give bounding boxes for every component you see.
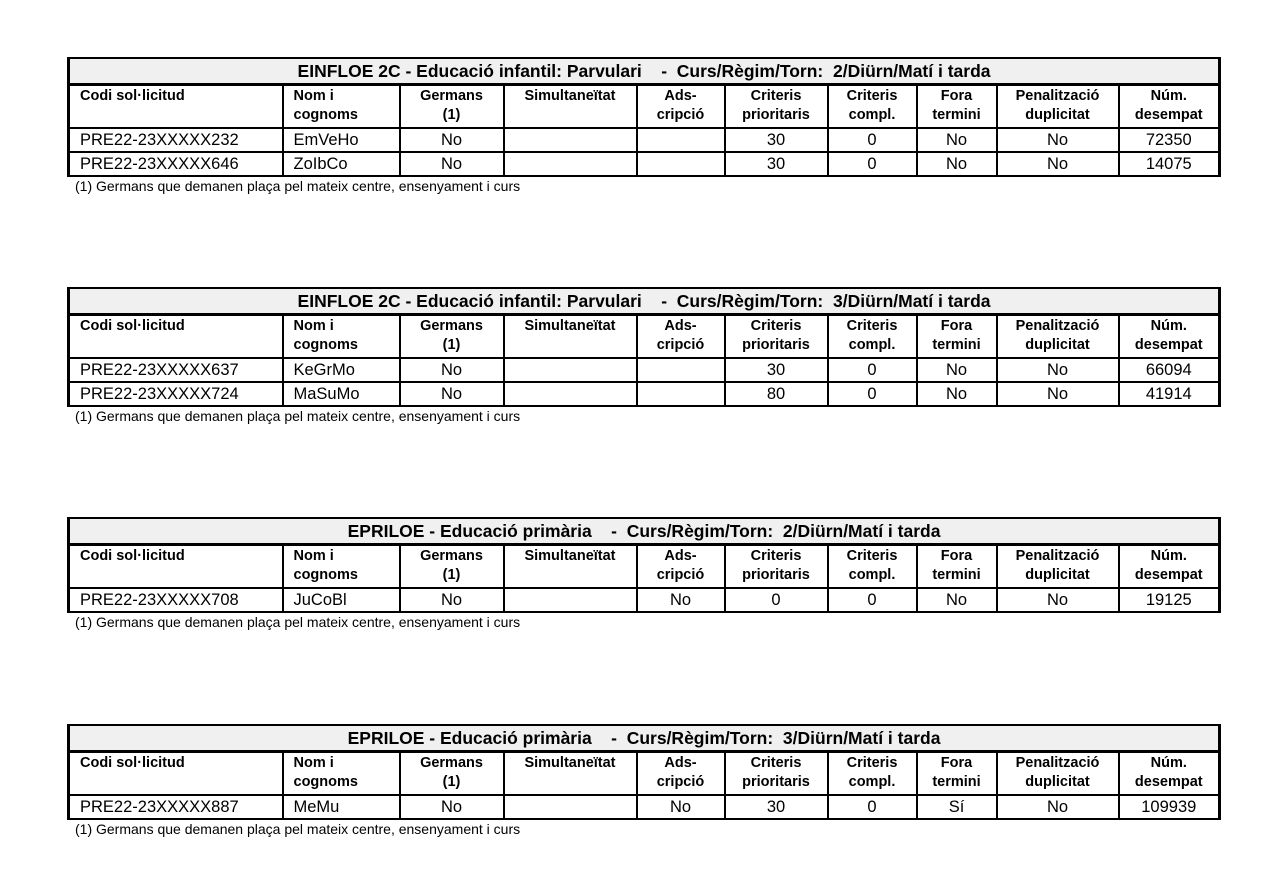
column-header: Penalització duplicitat [997, 315, 1119, 359]
column-header: Simultaneïtat [504, 315, 637, 359]
table-cell: 30 [725, 795, 828, 819]
results-table [67, 287, 1221, 407]
table-cell: No [400, 588, 504, 612]
footnote: (1) Germans que demanen plaça pel mateix centre, ensenyament i curs [75, 178, 521, 194]
column-header: Nom i cognoms [283, 85, 400, 129]
table-cell [504, 128, 637, 152]
table-cell: 30 [725, 152, 828, 176]
table-cell: No [997, 588, 1119, 612]
table-cell: PRE22-23XXXXX637 [69, 358, 283, 382]
column-header: Núm. desempat [1119, 315, 1220, 359]
table-cell: 41914 [1119, 382, 1220, 406]
results-table [67, 57, 1221, 177]
table-cell [637, 128, 725, 152]
table-cell: 30 [725, 128, 828, 152]
table-cell: No [997, 795, 1119, 819]
column-header: Germans (1) [400, 752, 504, 796]
table-cell: No [400, 795, 504, 819]
table-cell: PRE22-23XXXXX708 [69, 588, 283, 612]
column-header: Nom i cognoms [283, 545, 400, 589]
column-header: Codi sol·licitud [69, 545, 283, 589]
table-row [69, 128, 1220, 152]
table-cell [637, 382, 725, 406]
table-cell: 109939 [1119, 795, 1220, 819]
footnote: (1) Germans que demanen plaça pel mateix centre, ensenyament i curs [75, 821, 521, 837]
table-cell [504, 152, 637, 176]
table-cell: No [637, 795, 725, 819]
table-cell: No [997, 358, 1119, 382]
column-header: Ads- cripció [637, 545, 725, 589]
table-cell: 66094 [1119, 358, 1220, 382]
table-cell: Sí [917, 795, 997, 819]
table-cell: No [917, 358, 997, 382]
column-header: Penalització duplicitat [997, 545, 1119, 589]
table-block [67, 724, 1221, 837]
table-cell: No [917, 382, 997, 406]
column-header: Fora termini [917, 752, 997, 796]
results-table [67, 724, 1221, 820]
column-header: Ads- cripció [637, 315, 725, 359]
column-header: Nom i cognoms [283, 752, 400, 796]
column-header: Criteris compl. [828, 85, 917, 129]
table-cell [637, 358, 725, 382]
table-row [69, 795, 1220, 819]
column-header: Codi sol·licitud [69, 315, 283, 359]
table-cell: No [400, 152, 504, 176]
table-cell: 0 [828, 152, 917, 176]
table-cell: No [997, 152, 1119, 176]
column-header: Criteris prioritaris [725, 85, 828, 129]
column-header: Fora termini [917, 85, 997, 129]
table-cell: 72350 [1119, 128, 1220, 152]
column-header: Núm. desempat [1119, 85, 1220, 129]
table-cell: PRE22-23XXXXX646 [69, 152, 283, 176]
column-header: Codi sol·licitud [69, 752, 283, 796]
column-header: Germans (1) [400, 545, 504, 589]
table-cell: PRE22-23XXXXX232 [69, 128, 283, 152]
table-cell [637, 152, 725, 176]
table-title: EPRILOE - Educació primària - Curs/Règim/Torn: 2/Diürn/Matí i tarda [69, 518, 1220, 545]
table-cell [504, 382, 637, 406]
column-header: Penalització duplicitat [997, 752, 1119, 796]
column-header: Germans (1) [400, 315, 504, 359]
column-header: Fora termini [917, 545, 997, 589]
table-cell: KeGrMo [283, 358, 400, 382]
table-cell: No [917, 588, 997, 612]
table-row [69, 588, 1220, 612]
table-title: EINFLOE 2C - Educació infantil: Parvulari - Curs/Règim/Torn: 2/Diürn/Matí i tarda [69, 58, 1220, 85]
table-cell: EmVeHo [283, 128, 400, 152]
table-cell: No [637, 588, 725, 612]
table-title: EINFLOE 2C - Educació infantil: Parvulari - Curs/Règim/Torn: 3/Diürn/Matí i tarda [69, 288, 1220, 315]
footnote: (1) Germans que demanen plaça pel mateix centre, ensenyament i curs [75, 408, 521, 424]
table-cell: 0 [828, 588, 917, 612]
table-cell: MaSuMo [283, 382, 400, 406]
column-header: Simultaneïtat [504, 85, 637, 129]
table-block [67, 517, 1221, 630]
table-cell: 0 [828, 795, 917, 819]
table-cell: PRE22-23XXXXX887 [69, 795, 283, 819]
table-cell: No [917, 152, 997, 176]
table-cell: 19125 [1119, 588, 1220, 612]
table-cell [504, 588, 637, 612]
table-cell: No [400, 358, 504, 382]
column-header: Nom i cognoms [283, 315, 400, 359]
results-table [67, 517, 1221, 613]
table-cell: JuCoBl [283, 588, 400, 612]
table-cell [504, 795, 637, 819]
column-header: Simultaneïtat [504, 752, 637, 796]
column-header: Criteris prioritaris [725, 752, 828, 796]
table-block [67, 57, 1221, 194]
table-cell: ZoIbCo [283, 152, 400, 176]
footnote: (1) Germans que demanen plaça pel mateix centre, ensenyament i curs [75, 614, 521, 630]
column-header: Criteris compl. [828, 545, 917, 589]
column-header: Simultaneïtat [504, 545, 637, 589]
table-cell: 0 [828, 358, 917, 382]
table-cell: 30 [725, 358, 828, 382]
table-row [69, 382, 1220, 406]
column-header: Núm. desempat [1119, 752, 1220, 796]
table-cell: PRE22-23XXXXX724 [69, 382, 283, 406]
table-cell: 0 [725, 588, 828, 612]
column-header: Núm. desempat [1119, 545, 1220, 589]
column-header: Criteris compl. [828, 315, 917, 359]
table-cell: 80 [725, 382, 828, 406]
column-header: Criteris compl. [828, 752, 917, 796]
column-header: Ads- cripció [637, 85, 725, 129]
table-cell: No [400, 128, 504, 152]
table-cell: No [917, 128, 997, 152]
table-title: EPRILOE - Educació primària - Curs/Règim/Torn: 3/Diürn/Matí i tarda [69, 725, 1220, 752]
table-cell: 14075 [1119, 152, 1220, 176]
table-cell: 0 [828, 128, 917, 152]
table-cell: No [997, 128, 1119, 152]
column-header: Codi sol·licitud [69, 85, 283, 129]
column-header: Criteris prioritaris [725, 315, 828, 359]
table-cell [504, 358, 637, 382]
table-cell: No [997, 382, 1119, 406]
table-row [69, 152, 1220, 176]
table-row [69, 358, 1220, 382]
table-cell: MeMu [283, 795, 400, 819]
table-cell: No [400, 382, 504, 406]
column-header: Ads- cripció [637, 752, 725, 796]
table-cell: 0 [828, 382, 917, 406]
column-header: Germans (1) [400, 85, 504, 129]
column-header: Fora termini [917, 315, 997, 359]
column-header: Penalització duplicitat [997, 85, 1119, 129]
table-block [67, 287, 1221, 424]
column-header: Criteris prioritaris [725, 545, 828, 589]
